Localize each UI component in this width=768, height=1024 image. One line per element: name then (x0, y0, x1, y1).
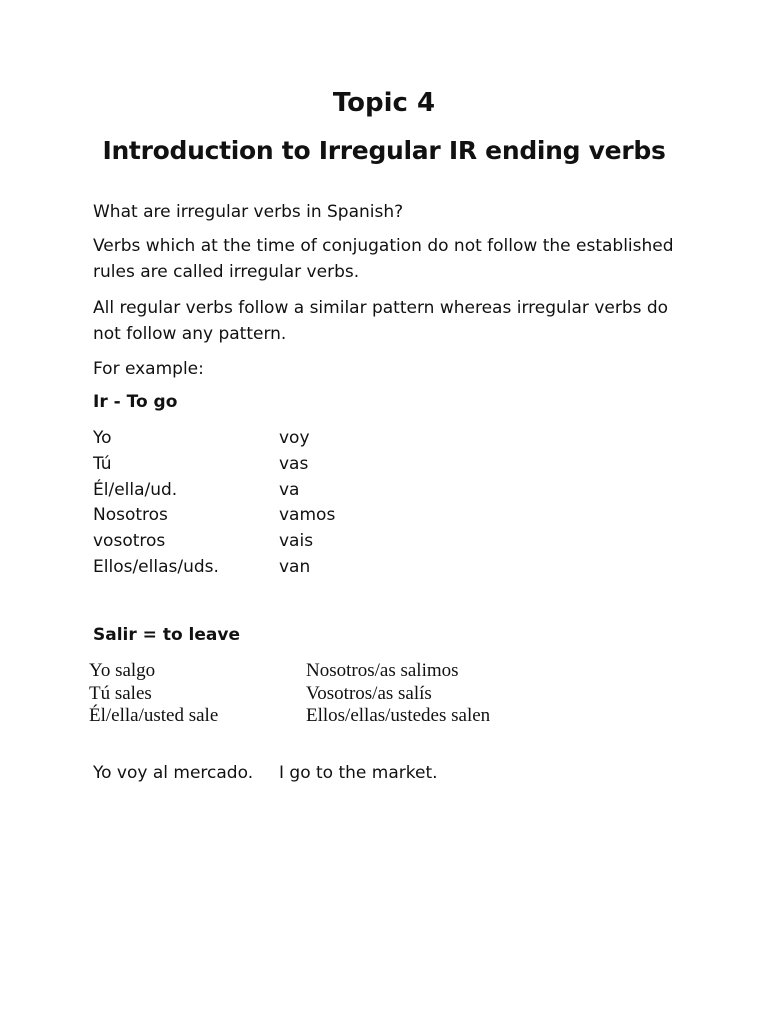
conjugation-row (93, 478, 479, 504)
pronoun: Él/ella/ud. (93, 479, 178, 500)
intro-question: What are irregular verbs in Spanish? (93, 202, 404, 222)
plural-form: Ellos/ellas/ustedes salen (306, 705, 491, 726)
plural-form: Vosotros/as salís (306, 682, 432, 704)
conjugation-row (89, 705, 606, 728)
example-spanish: Yo voy al mercado. (93, 763, 254, 783)
topic-heading: Topic 4 (332, 88, 436, 118)
pronoun: Ellos/ellas/uds. (93, 556, 219, 577)
singular-form: Él/ella/usted sale (89, 705, 219, 726)
conjugation-row (93, 426, 479, 452)
salir-conjugation-table (89, 660, 606, 728)
example-sentence (93, 763, 438, 783)
pronoun: Yo (93, 428, 112, 448)
verb-form: voy (279, 428, 310, 448)
verb-form: vamos (279, 505, 336, 526)
pronoun: Tú (93, 453, 112, 474)
definition-paragraph: Verbs which at the time of conjugation do not follow the established rules are called irregular verbs. (93, 236, 674, 282)
plural-form: Nosotros/as salimos (306, 660, 459, 681)
singular-form: Tú sales (89, 682, 152, 704)
conjugation-row (93, 529, 479, 555)
verb-form: vas (279, 453, 309, 474)
conjugation-row (89, 660, 606, 683)
ir-conjugation-table (93, 426, 479, 581)
pattern-paragraph: All regular verbs follow a similar pattern whereas irregular verbs do not follow any pattern. (93, 298, 669, 344)
pronoun: vosotros (93, 531, 166, 552)
example-intro: For example: (93, 359, 204, 379)
conjugation-row (93, 555, 479, 581)
verb-form: van (279, 556, 311, 577)
conjugation-row (93, 503, 479, 529)
verb-form: vais (279, 531, 314, 552)
singular-form: Yo salgo (89, 660, 156, 681)
example-english: I go to the market. (279, 763, 438, 783)
salir-heading: Salir = to leave (93, 625, 240, 645)
pronoun: Nosotros (93, 505, 168, 526)
ir-heading: Ir - To go (93, 392, 178, 412)
page-title: Introduction to Irregular IR ending verbs (102, 136, 666, 165)
conjugation-row (93, 452, 479, 478)
verb-form: va (279, 479, 300, 500)
conjugation-row (89, 683, 606, 706)
